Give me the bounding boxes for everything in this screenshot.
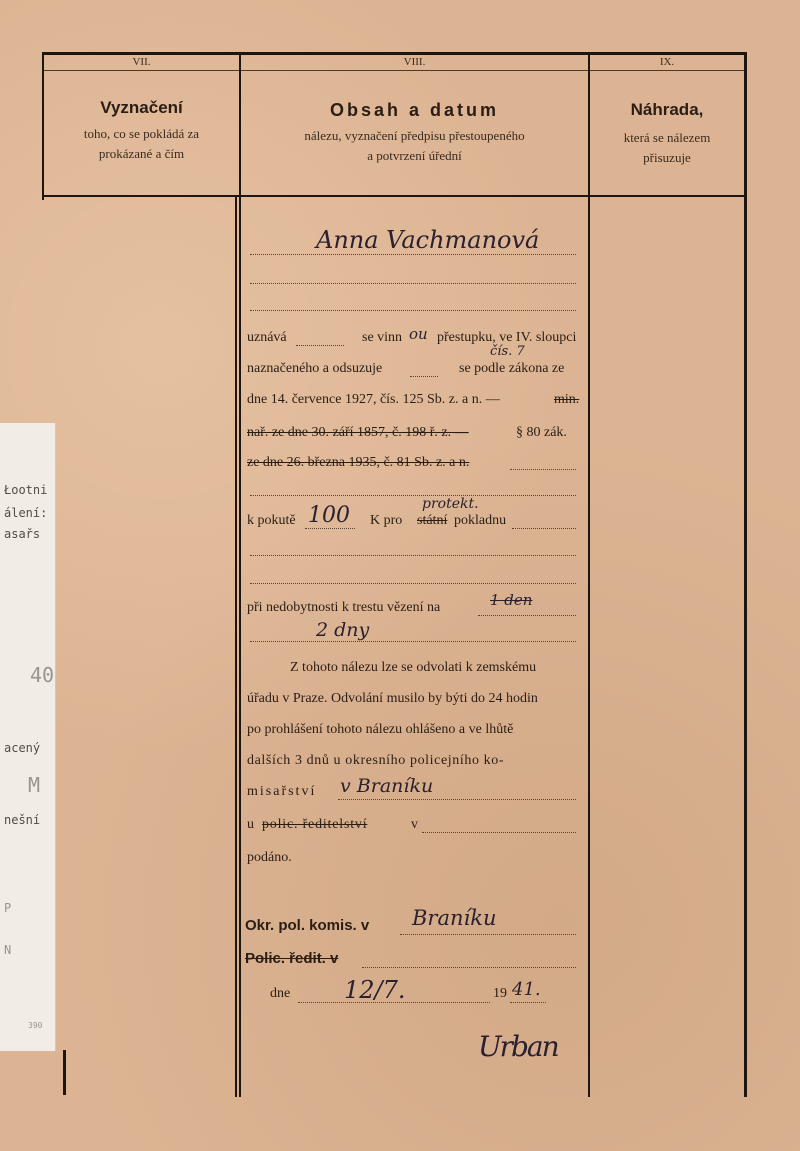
col-divider-1b	[235, 197, 237, 1097]
strip-text-5: acený	[4, 741, 41, 755]
dotted-line-blank-4	[250, 555, 576, 556]
col-subtitle-viii-1: nálezu, vyznačení předpisu přestoupeného	[304, 128, 525, 143]
strip-text-7: nešní	[4, 813, 41, 827]
col-subtitle-vii-1: toho, co se pokládá za	[83, 126, 200, 141]
strip-text-9: N	[4, 943, 12, 957]
dotted-after-1935	[510, 469, 576, 470]
handwritten-struck-den: 1 den	[490, 591, 533, 609]
text-se-vinn: se vinn	[362, 330, 403, 345]
dotted-reditelstvi	[422, 832, 576, 833]
handwritten-protekt: protekt.	[422, 496, 479, 512]
text-dne-1927: dne 14. července 1927, čís. 125 Sb. z. a n. —	[247, 392, 500, 407]
col-title-vyznaceni: Vyznačení	[100, 98, 183, 117]
dotted-2-dny	[250, 641, 576, 642]
text-uznava: uznává	[247, 330, 287, 345]
overlapping-paper-strip	[0, 423, 56, 1051]
col-divider-1	[239, 52, 241, 1097]
struck-ze-dne-1935: ze dne 26. března 1935, č. 81 Sb. z. a n.	[247, 455, 470, 470]
label-polic-redit: Polic. ředit. v	[245, 950, 339, 967]
col-subtitle-ix-2: přisuzuje	[643, 150, 691, 165]
dotted-date	[298, 1002, 490, 1003]
para-line-2: úřadu v Praze. Odvolání musilo by býti do 24 hodin	[247, 691, 538, 706]
header-divider-thin	[44, 70, 746, 71]
col-divider-2	[588, 52, 590, 1097]
text-pokladnu: pokladnu	[454, 513, 507, 528]
dotted-line-blank-3	[250, 495, 576, 496]
col-subtitle-viii-2: a potvrzení úřední	[367, 148, 462, 163]
handwritten-amount: 100	[308, 503, 350, 528]
col-subtitle-vii-2: prokázané a čím	[98, 146, 185, 161]
dotted-nedobytnost	[478, 615, 576, 616]
dotted-pokladnu	[512, 528, 576, 529]
dotted-year	[510, 1002, 546, 1003]
text-se-podle: se podle zákona ze	[459, 361, 565, 376]
text-pri-nedobytnosti: při nedobytnosti k trestu vězení na	[247, 600, 441, 615]
dotted-polic-redit	[362, 967, 576, 968]
col-number-vii: VII.	[132, 56, 151, 68]
handwritten-signature: Urban	[478, 1030, 558, 1063]
dotted-line-blank-2	[250, 310, 576, 311]
struck-polic-reditelstvi: polic. ředitelství	[262, 817, 368, 832]
strip-text-4: 40	[30, 663, 55, 687]
para-line-6-u: u	[247, 817, 254, 832]
col-right-border	[744, 52, 747, 1097]
dotted-naznaceneho	[410, 376, 438, 377]
struck-min: min.	[554, 392, 580, 407]
strip-text-10: 390	[28, 1021, 43, 1030]
dotted-uznava	[296, 345, 344, 346]
para-line-1: Z tohoto nálezu lze se odvolati k zemskému	[290, 660, 537, 675]
text-par-80: § 80 zák.	[516, 425, 567, 440]
col-subtitle-ix-1: která se nálezem	[623, 130, 711, 145]
handwritten-cis: čís. 7	[490, 344, 525, 359]
text-prestupku: přestupku, ve IV. sloupci	[437, 330, 577, 345]
para-line-3: po prohlášení tohoto nálezu ohlášeno a ve lhůtě	[247, 722, 514, 737]
para-line-6-v: v	[411, 817, 418, 832]
para-line-5: misařství	[247, 784, 317, 799]
strip-text-1: Łootni	[4, 483, 48, 497]
col-number-ix: IX.	[659, 56, 675, 68]
struck-nar-1857: nař. ze dne 30. září 1857, č. 198 ř. z. —	[247, 425, 469, 440]
para-line-7: podáno.	[247, 850, 292, 865]
dotted-line-blank-5	[250, 583, 576, 584]
text-k-pro: K pro	[370, 513, 403, 528]
dotted-okr-pol	[400, 934, 576, 935]
label-dne: dne	[270, 986, 291, 1001]
col-number-viii: VIII.	[403, 56, 426, 68]
label-okr-pol-komis: Okr. pol. komis. v	[245, 917, 370, 934]
text-year-prefix: 19	[493, 986, 507, 1001]
handwritten-name: Anna Vachmanová	[316, 226, 540, 254]
para-line-4: dalších 3 dnů u okresního policejního ko-	[247, 753, 505, 768]
dotted-line-name	[250, 254, 576, 255]
table-top-border	[42, 52, 747, 55]
text-k-pokute: k pokutě	[247, 513, 296, 528]
handwritten-branicku: Braníku	[412, 906, 497, 930]
strip-text-8: P	[4, 901, 12, 915]
handwritten-date: 12/7.	[344, 976, 406, 1004]
dotted-komisarstvi	[338, 799, 576, 800]
strip-text-3: asařs	[4, 527, 41, 541]
handwritten-year: 41.	[512, 979, 541, 1000]
dotted-amount	[305, 528, 355, 529]
strip-text-6: M	[28, 773, 41, 797]
handwritten-v-branicku: v Braníku	[340, 775, 434, 797]
dotted-line-blank-1	[250, 283, 576, 284]
struck-statni: státní	[417, 513, 448, 528]
col-title-nahrada: Náhrada,	[630, 100, 704, 119]
handwritten-vinn-ending: ou	[409, 325, 428, 343]
handwritten-2-dny: 2 dny	[316, 619, 370, 641]
header-bottom-border	[44, 195, 746, 197]
col-title-obsah-datum: Obsah a datum	[329, 100, 500, 120]
col-left-border-lower	[63, 1050, 66, 1095]
text-naznaceneho: naznačeného a odsuzuje	[247, 361, 383, 376]
strip-text-2: álení:	[4, 506, 48, 520]
